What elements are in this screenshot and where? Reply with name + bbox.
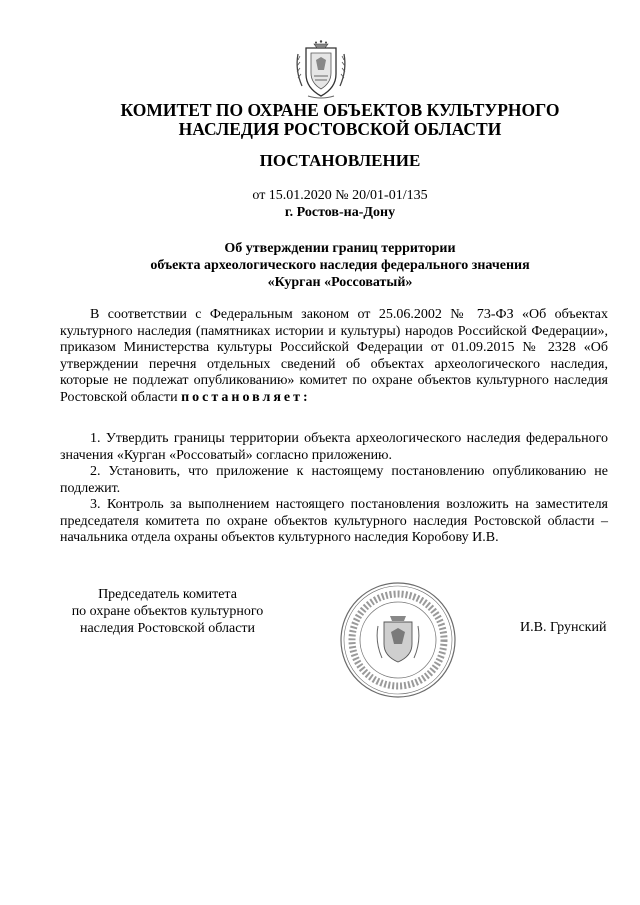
resolution-item-3: 3. Контроль за выполнением настоящего постановления возложить на заместителя председателя комитета по охране объектов культурного наследия Ростовской области – начальника отдела охраны объектов культурного наследия Коробову И.В. [60, 497, 608, 545]
preamble-text: В соответствии с Федеральным законом от 25.06.2002 № 73-ФЗ «Об объектах культурного наследия (памятниках истории и культуры) народов Российской Федерации», приказом Министерства культуры Российской Федерации от 01.09.2015 № 2328 «Об утверждении перечня отдельных сведений об объектах археологического наследия, которые не подлежат опубликованию» комитет по охране объектов культурного наследия Ростовской области [60, 307, 608, 405]
resolution-item-1: 1. Утвердить границы территории объекта археологического наследия федерального значения «Курган «Россоватый» согласно приложению. [60, 431, 608, 463]
subject-line3: «Курган «Россоватый» [267, 275, 413, 290]
subject-line2: объекта археологического наследия федерального значения [150, 258, 530, 273]
organization-title-line2: НАСЛЕДИЯ РОСТОВСКОЙ ОБЛАСТИ [178, 119, 502, 139]
signer-name: И.В. Грунский [520, 620, 607, 635]
organization-title-line1: КОМИТЕТ ПО ОХРАНЕ ОБЪЕКТОВ КУЛЬТУРНОГО [120, 100, 560, 120]
resolution-item-2: 2. Установить, что приложение к настоящему постановлению опубликованию не подлежит. [60, 464, 608, 496]
signer-position-line2: по охране объектов культурного [71, 604, 264, 619]
signer-position-line3: наследия Ростовской области [79, 621, 256, 636]
signer-position-line1: Председатель комитета [98, 587, 237, 602]
resolves-word: постановляет: [181, 389, 311, 405]
document-subject [60, 240, 620, 291]
document-city: г. Ростов-на-Дону [284, 205, 396, 220]
subject-line1: Об утверждении границ территории [224, 241, 456, 256]
document-type: ПОСТАНОВЛЕНИЕ [259, 151, 421, 170]
document-date-number: от 15.01.2020 № 20/01-01/135 [252, 188, 428, 203]
coat-of-arms-icon [294, 40, 348, 100]
organization-title [60, 101, 620, 139]
official-seal-icon [338, 580, 458, 700]
signer-position [60, 586, 275, 637]
preamble-paragraph [60, 307, 608, 406]
